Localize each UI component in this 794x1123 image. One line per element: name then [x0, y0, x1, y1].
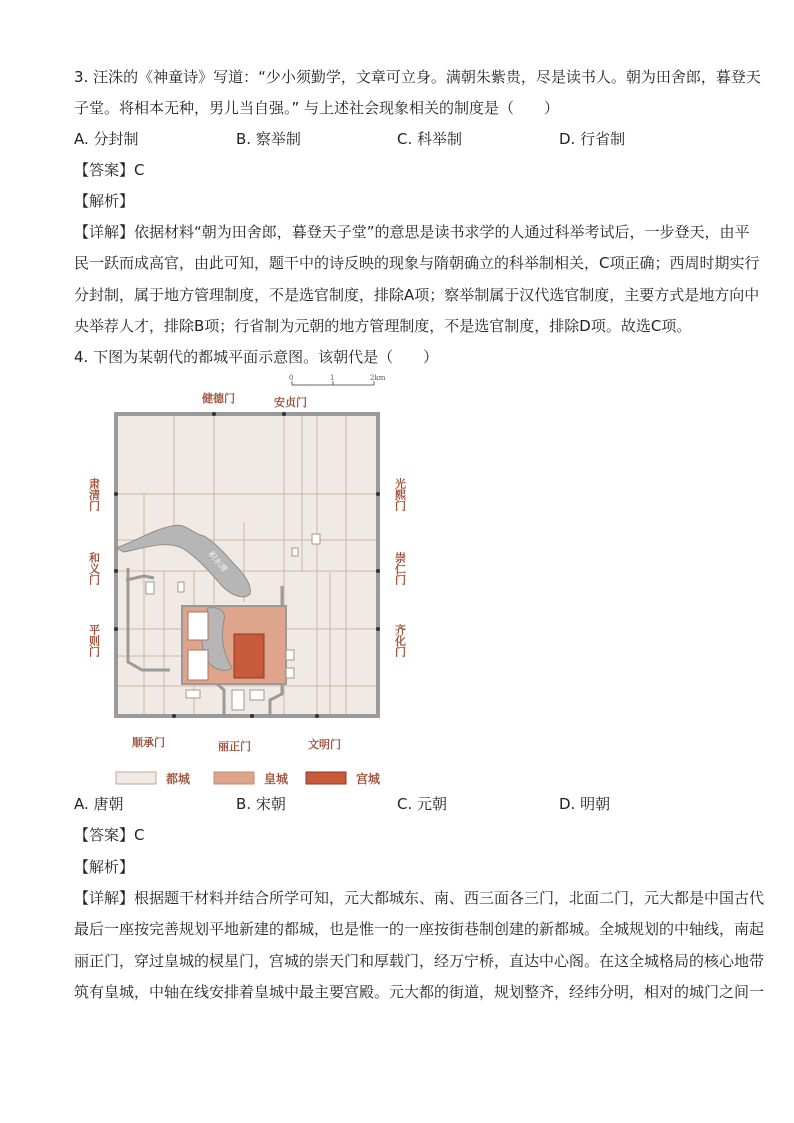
gate-chongren: 崇仁门 [393, 552, 407, 585]
q4-option-a: A. 唐朝 [74, 795, 124, 813]
gate-jiande: 健德门 [202, 392, 235, 405]
west-palace-south [188, 650, 208, 680]
legend-capital: 都城 [166, 772, 191, 786]
scale-label-1: 1 [330, 374, 335, 382]
q4-answer: 【答案】C [74, 826, 145, 844]
q3-option-d: D. 行省制 [559, 130, 626, 148]
q4-option-c: C. 元朝 [397, 795, 448, 813]
q4-detail-line1: 【详解】根据题干材料并结合所学可知，元大都城东、南、西三面各三门，北面二门，元大都是中国古代 [74, 889, 765, 907]
q4-detail-line4: 筑有皇城，中轴在线安排着皇城中最主要宫殿。元大都的街道，规划整齐，经纬分明，相对的城门之间一 [74, 983, 765, 1001]
gate-lizheng: 丽正门 [218, 740, 251, 753]
legend-swatch-palace [306, 772, 346, 784]
gate-guangxi: 光熙门 [393, 478, 407, 511]
legend-swatch-capital [116, 772, 156, 784]
q3-option-c: C. 科举制 [397, 130, 463, 148]
gate-shuncheng: 顺承门 [132, 736, 165, 749]
lake-label: 积水潭 [206, 549, 229, 574]
legend-swatch-imperial [214, 772, 254, 784]
q3-option-b: B. 察举制 [236, 130, 301, 148]
gate-anzhen: 安贞门 [274, 396, 307, 409]
q4-option-b: B. 宋朝 [236, 795, 286, 813]
q3-detail-line2: 民一跃而成高官，由此可知，题干中的诗反映的现象与隋朝确立的科举制相关，C项正确；西周时期实行 [74, 254, 760, 272]
q3-answer: 【答案】C [74, 161, 145, 179]
scale-bar [289, 374, 386, 385]
legend-palace: 宫城 [356, 772, 381, 786]
palace-city [234, 634, 264, 678]
capital-city-map [74, 372, 407, 798]
scale-label-0: 0 [289, 374, 294, 382]
gate-suqing: 肃清门 [87, 478, 101, 511]
q3-stem-line2: 子堂。将相本无种，男儿当自强。” 与上述社会现象相关的制度是（ ） [74, 99, 560, 117]
q3-detail-line3: 分封制，属于地方管理制度，不是选官制度，排除A项；察举制属于汉代选官制度，主要方式是地方向中 [74, 286, 760, 304]
gate-heyi: 和义门 [87, 552, 101, 585]
q3-option-a: A. 分封制 [74, 130, 139, 148]
q4-analysis-label: 【解析】 [74, 858, 135, 876]
gate-wenming: 文明门 [308, 738, 341, 751]
map-legend [116, 771, 381, 786]
gate-qihua: 齐化门 [393, 624, 407, 657]
q4-detail-line3: 丽正门，穿过皇城的棂星门，宫城的崇天门和厚载门，经万宁桥，直达中心阁。在这全城格局的核心地带 [74, 952, 765, 970]
legend-imperial: 皇城 [264, 772, 289, 786]
q4-stem: 4. 下图为某朝代的都城平面示意图。该朝代是（ ） [74, 348, 439, 366]
q3-detail-line1: 【详解】依据材料“朝为田舍郎，暮登天子堂”的意思是读书求学的人通过科举考试后，一步登天，由平 [74, 223, 750, 241]
q4-detail-line2: 最后一座按完善规划平地新建的都城，也是惟一的一座按街巷制创建的新都城。全城规划的中轴线，南起 [74, 920, 765, 938]
scale-label-2: 2km [370, 374, 386, 382]
q3-detail-line4: 央举荐人才，排除B项；行省制为元朝的地方管理制度，不是选官制度，排除D项。故选C项。 [74, 317, 692, 335]
q4-option-d: D. 明朝 [559, 795, 611, 813]
west-palace-north [188, 612, 208, 640]
gate-pingze: 平则门 [87, 624, 101, 657]
q3-stem-line1: 3. 汪洙的《神童诗》写道：“少小须勤学，文章可立身。满朝朱紫贵，尽是读书人。朝为田舍郎，暮登天 [74, 68, 761, 86]
q3-analysis-label: 【解析】 [74, 192, 135, 210]
